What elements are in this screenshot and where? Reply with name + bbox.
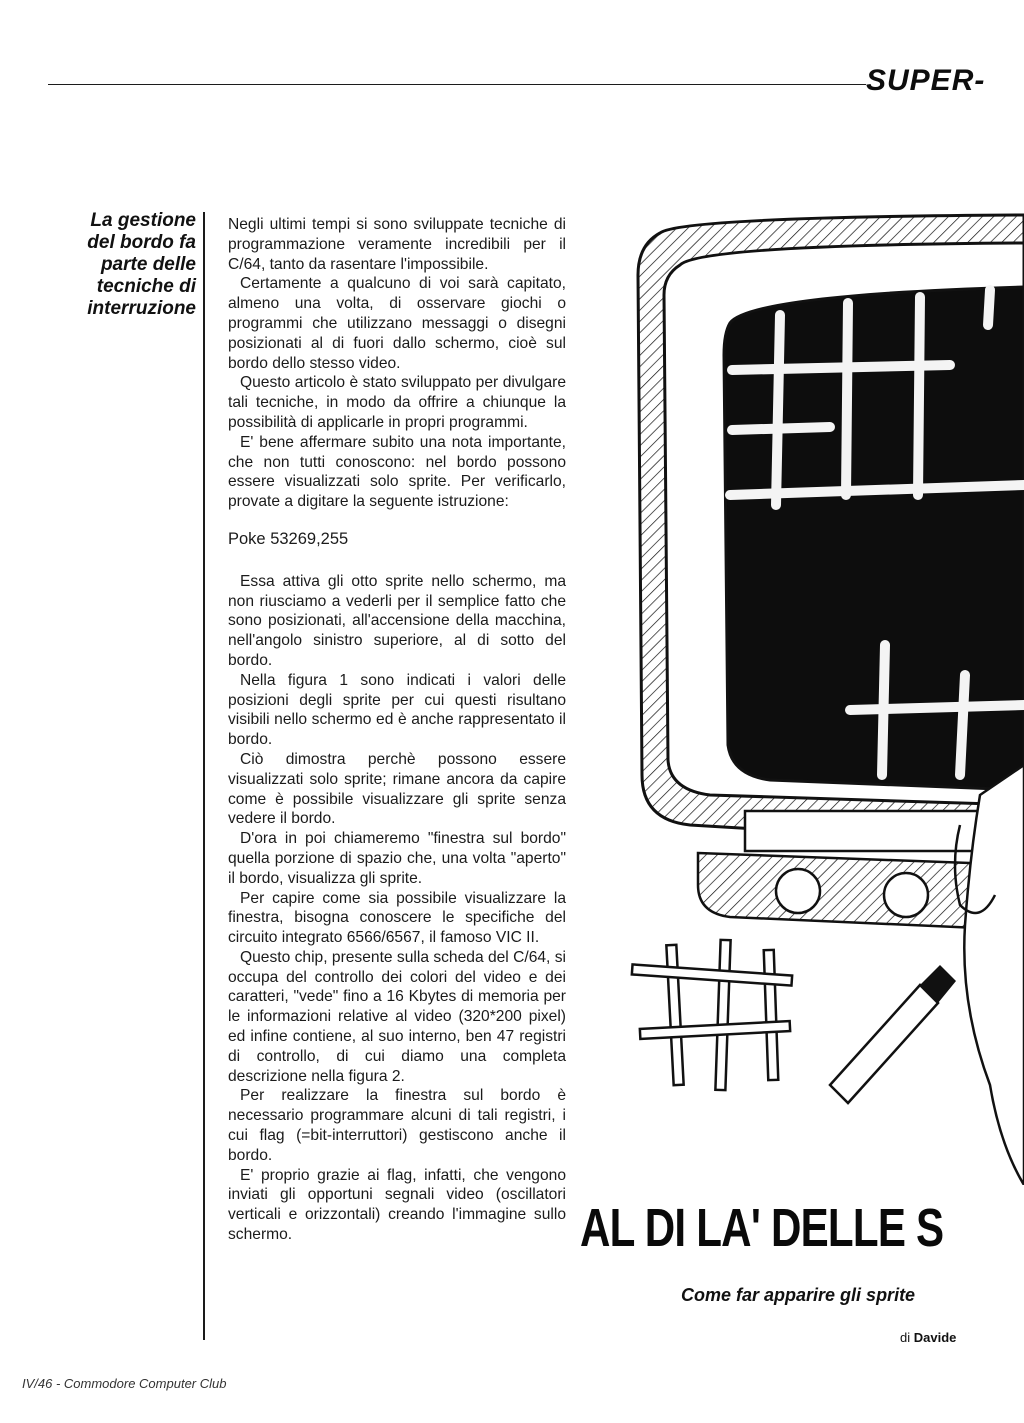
code-line: Poke 53269,255 — [228, 529, 349, 548]
column-divider — [203, 212, 205, 1340]
article-paragraph: E' bene affermare subito una nota importante, che non tutti conoscono: nel bordo possono essere visualizzati solo sprite. Per verificarlo, provate a digitare la seguente istruzione: — [228, 433, 566, 511]
sidebar-line: tecniche di — [96, 276, 196, 297]
monitor-cartoon-illustration — [620, 205, 1024, 1185]
article-paragraph: Per realizzare la finestra sul bordo è necessario programmare alcuni di tali registri, i cui flag (=bit-interruttori) gestiscono anche il bordo. — [228, 1087, 566, 1164]
article-paragraph: Questo chip, presente sulla scheda del C/64, si occupa del controllo dei colori del video e dei caratteri, "vede" fino a 16 Kbytes di memoria per le informazioni relative al video (320*200 pixel) ed infine contiene, al suo interno, ben 47 registri di controllo, di cui diamo una completa descrizione nella figura 2. — [228, 948, 566, 1085]
article-paragraph: Ciò dimostra perchè possono essere visualizzati solo sprite; rimane ancora da capire come è possibile visualizzare gli sprite senza vedere il bordo. — [228, 750, 566, 828]
article-paragraph: Questo articolo è stato sviluppato per divulgare tali tecniche, in modo da offrire a chiunque la possibilità di applicarle in propri programmi. — [228, 374, 566, 431]
byline-author: Davide — [913, 1330, 957, 1345]
sidebar-line: interruzione — [87, 298, 196, 319]
article-paragraph: E' proprio grazie ai flag, infatti, che vengono inviati gli opportuni segnali video (oscillatori verticali e orizzontali) creando l'immagine sullo schermo. — [228, 1166, 566, 1244]
article-paragraph: Essa attiva gli otto sprite nello schermo, ma non riusciamo a vederli per il semplice fatto che sono posizionati, all'accensione della macchina, nell'angolo sinistro superiore, al di sotto del bordo. — [228, 572, 566, 669]
article-paragraph: Negli ultimi tempi si sono sviluppate tecniche di programmazione veramente incredibili per il C/64, tanto da rasentare l'impossibile. — [228, 216, 566, 273]
article-paragraph: Certamente a qualcuno di voi sarà capitato, almeno una volta, di osservare giochi o programmi che utilizzano messaggi o disegni posizionati al di fuori dallo schermo, cioè sul bordo dello stesso video. — [228, 275, 566, 372]
header-rule — [48, 84, 866, 85]
sidebar-line: del bordo fa — [87, 232, 196, 253]
sidebar-line: parte delle — [100, 254, 196, 275]
sidebar-caption — [40, 210, 196, 320]
page-footer: IV/46 - Commodore Computer Club — [22, 1376, 227, 1391]
byline-prefix: di — [900, 1330, 911, 1345]
section-word: SUPER- — [866, 64, 986, 97]
article-body — [228, 215, 566, 1245]
article-paragraph: Nella figura 1 sono indicati i valori delle posizioni degli sprite per cui questi risultano visibili nello schermo ed è anche rappresentato il bordo. — [228, 671, 566, 749]
article-subtitle: Come far apparire gli sprite — [681, 1285, 916, 1305]
article-paragraph: D'ora in poi chiameremo "finestra sul bordo" quella porzione di spazio che, una volta "aperto" il bordo, visualizza gli sprite. — [228, 830, 566, 887]
sidebar-line: La gestione — [90, 210, 196, 231]
article-paragraph: Per capire come sia possibile visualizzare la finestra, bisogna conoscere le specifiche del circuito integrato 6566/6567, il famoso VIC II. — [228, 889, 566, 947]
article-title: AL DI LA' DELLE S — [580, 1198, 944, 1258]
byline — [900, 1330, 956, 1345]
